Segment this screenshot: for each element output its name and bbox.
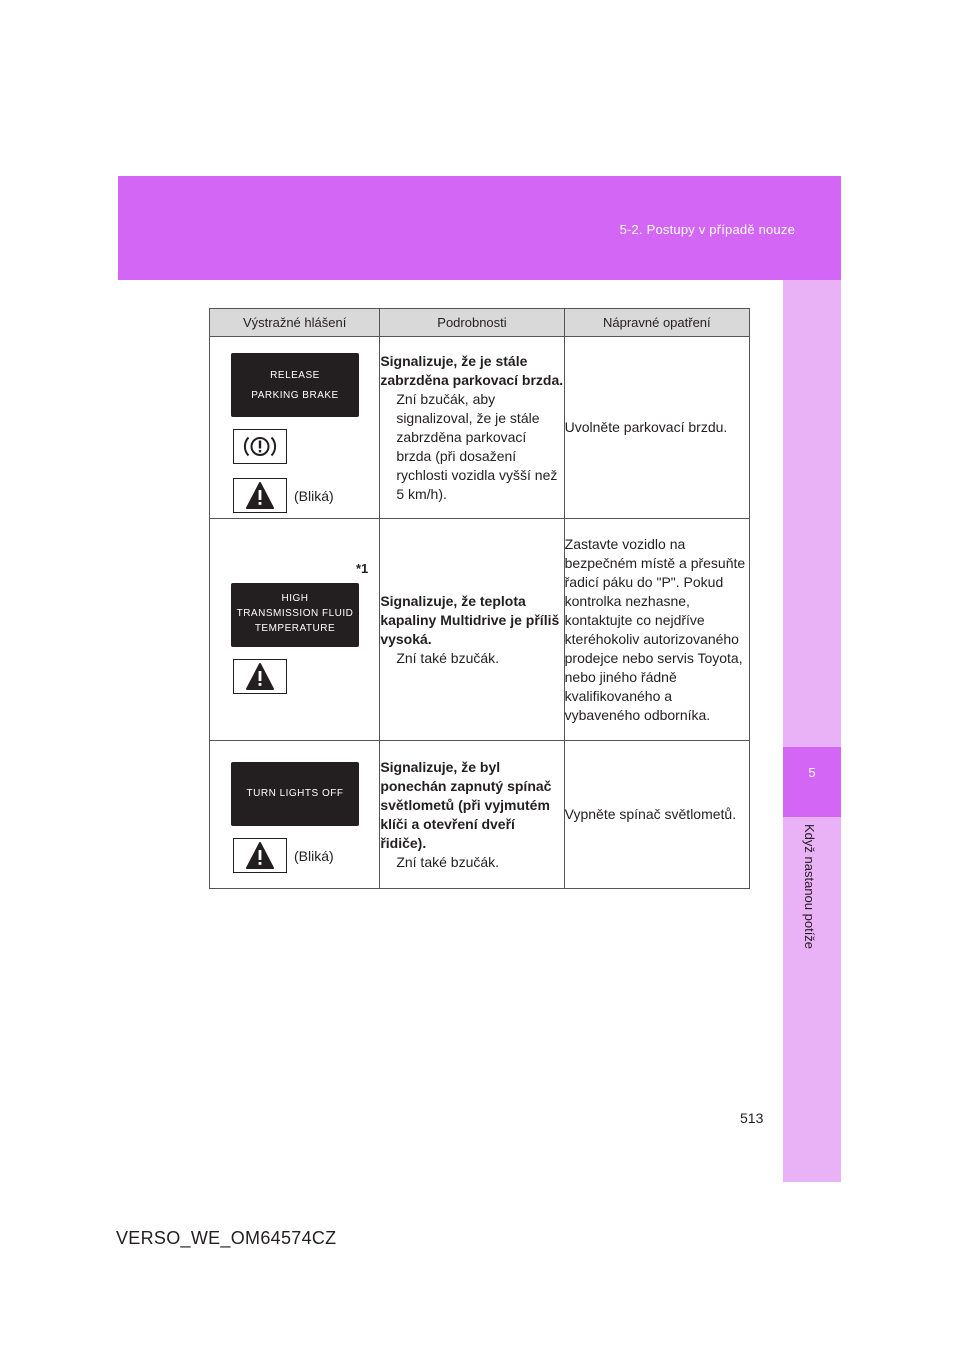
chapter-side-tab — [783, 280, 841, 1182]
corrective-action-cell — [564, 337, 749, 519]
warning-messages-table — [209, 308, 750, 889]
details-normal-text: Zní také bzučák. — [396, 853, 500, 870]
details-cell — [380, 741, 564, 889]
high-transmission-fluid-temperature-display — [231, 583, 359, 647]
warning-message-cell — [210, 337, 380, 519]
column-header-corrective-action: Nápravné opatření — [564, 309, 749, 337]
corrective-action-text: Zastavte vozidlo na bezpečném místě a přesuňte řadicí páku do "P". Pokud kontrolka nezhasne, kontaktujte co nejdříve kteréhokoliv autorizovaného prodejce nebo servis Toyota, nebo jiného řádně kvalifikovaného a vybaveného odborníka. — [564, 535, 746, 723]
details-bold-text: Signalizuje, že byl ponechán zapnutý spínač světlometů (při vyjmutém klíči a otevření dveří řidiče). — [380, 758, 552, 851]
table-header-row — [210, 309, 750, 337]
table-row — [210, 741, 750, 889]
details-normal-text: Zní také bzučák. — [396, 649, 500, 666]
brake-warning-icon — [233, 429, 287, 464]
display-line: PARKING BRAKE — [251, 390, 339, 401]
release-parking-brake-display — [231, 353, 359, 417]
section-title: 5-2. Postupy v případě nouze — [619, 222, 795, 237]
warning-message-cell — [210, 519, 380, 741]
display-line: TURN LIGHTS OFF — [246, 788, 344, 799]
table-row — [210, 519, 750, 741]
table-row — [210, 337, 750, 519]
column-header-warning-message: Výstražné hlášení — [210, 309, 380, 337]
header-band — [118, 176, 841, 280]
chapter-number: 5 — [808, 765, 816, 780]
footnote-marker: *1 — [356, 561, 369, 576]
details-bold-text: Signalizuje, že teplota kapaliny Multidrive je příliš vysoká. — [380, 592, 560, 647]
chapter-title: Když nastanou potíže — [802, 824, 817, 950]
master-warning-icon — [233, 478, 287, 513]
master-warning-icon — [233, 838, 287, 873]
corrective-action-cell — [564, 741, 749, 889]
display-line: HIGH — [281, 593, 309, 604]
flashing-label: (Bliká) — [294, 848, 334, 864]
flashing-label: (Bliká) — [294, 488, 334, 504]
corrective-action-cell — [564, 519, 749, 741]
display-line: TEMPERATURE — [254, 623, 336, 634]
details-bold-text: Signalizuje, že je stále zabrzděna parkovací brzda. — [380, 352, 564, 388]
turn-lights-off-display — [231, 762, 359, 826]
details-cell — [380, 337, 564, 519]
display-line: TRANSMISSION FLUID — [236, 608, 354, 619]
chapter-number-box — [783, 747, 841, 817]
page-number: 513 — [740, 1110, 764, 1126]
column-header-details: Podrobnosti — [380, 309, 564, 337]
details-cell — [380, 519, 564, 741]
warning-message-cell — [210, 741, 380, 889]
corrective-action-text: Vypněte spínač světlometů. — [564, 806, 737, 822]
corrective-action-text: Uvolněte parkovací brzdu. — [564, 419, 728, 435]
document-code: VERSO_WE_OM64574CZ — [116, 1228, 337, 1248]
details-normal-text: Zní bzučák, aby signalizoval, že je stále zabrzděna parkovací brzda (při dosažení rychlosti vozidla vyšší než 5 km/h). — [396, 390, 558, 502]
display-line: RELEASE — [270, 370, 320, 381]
master-warning-icon — [233, 659, 287, 694]
